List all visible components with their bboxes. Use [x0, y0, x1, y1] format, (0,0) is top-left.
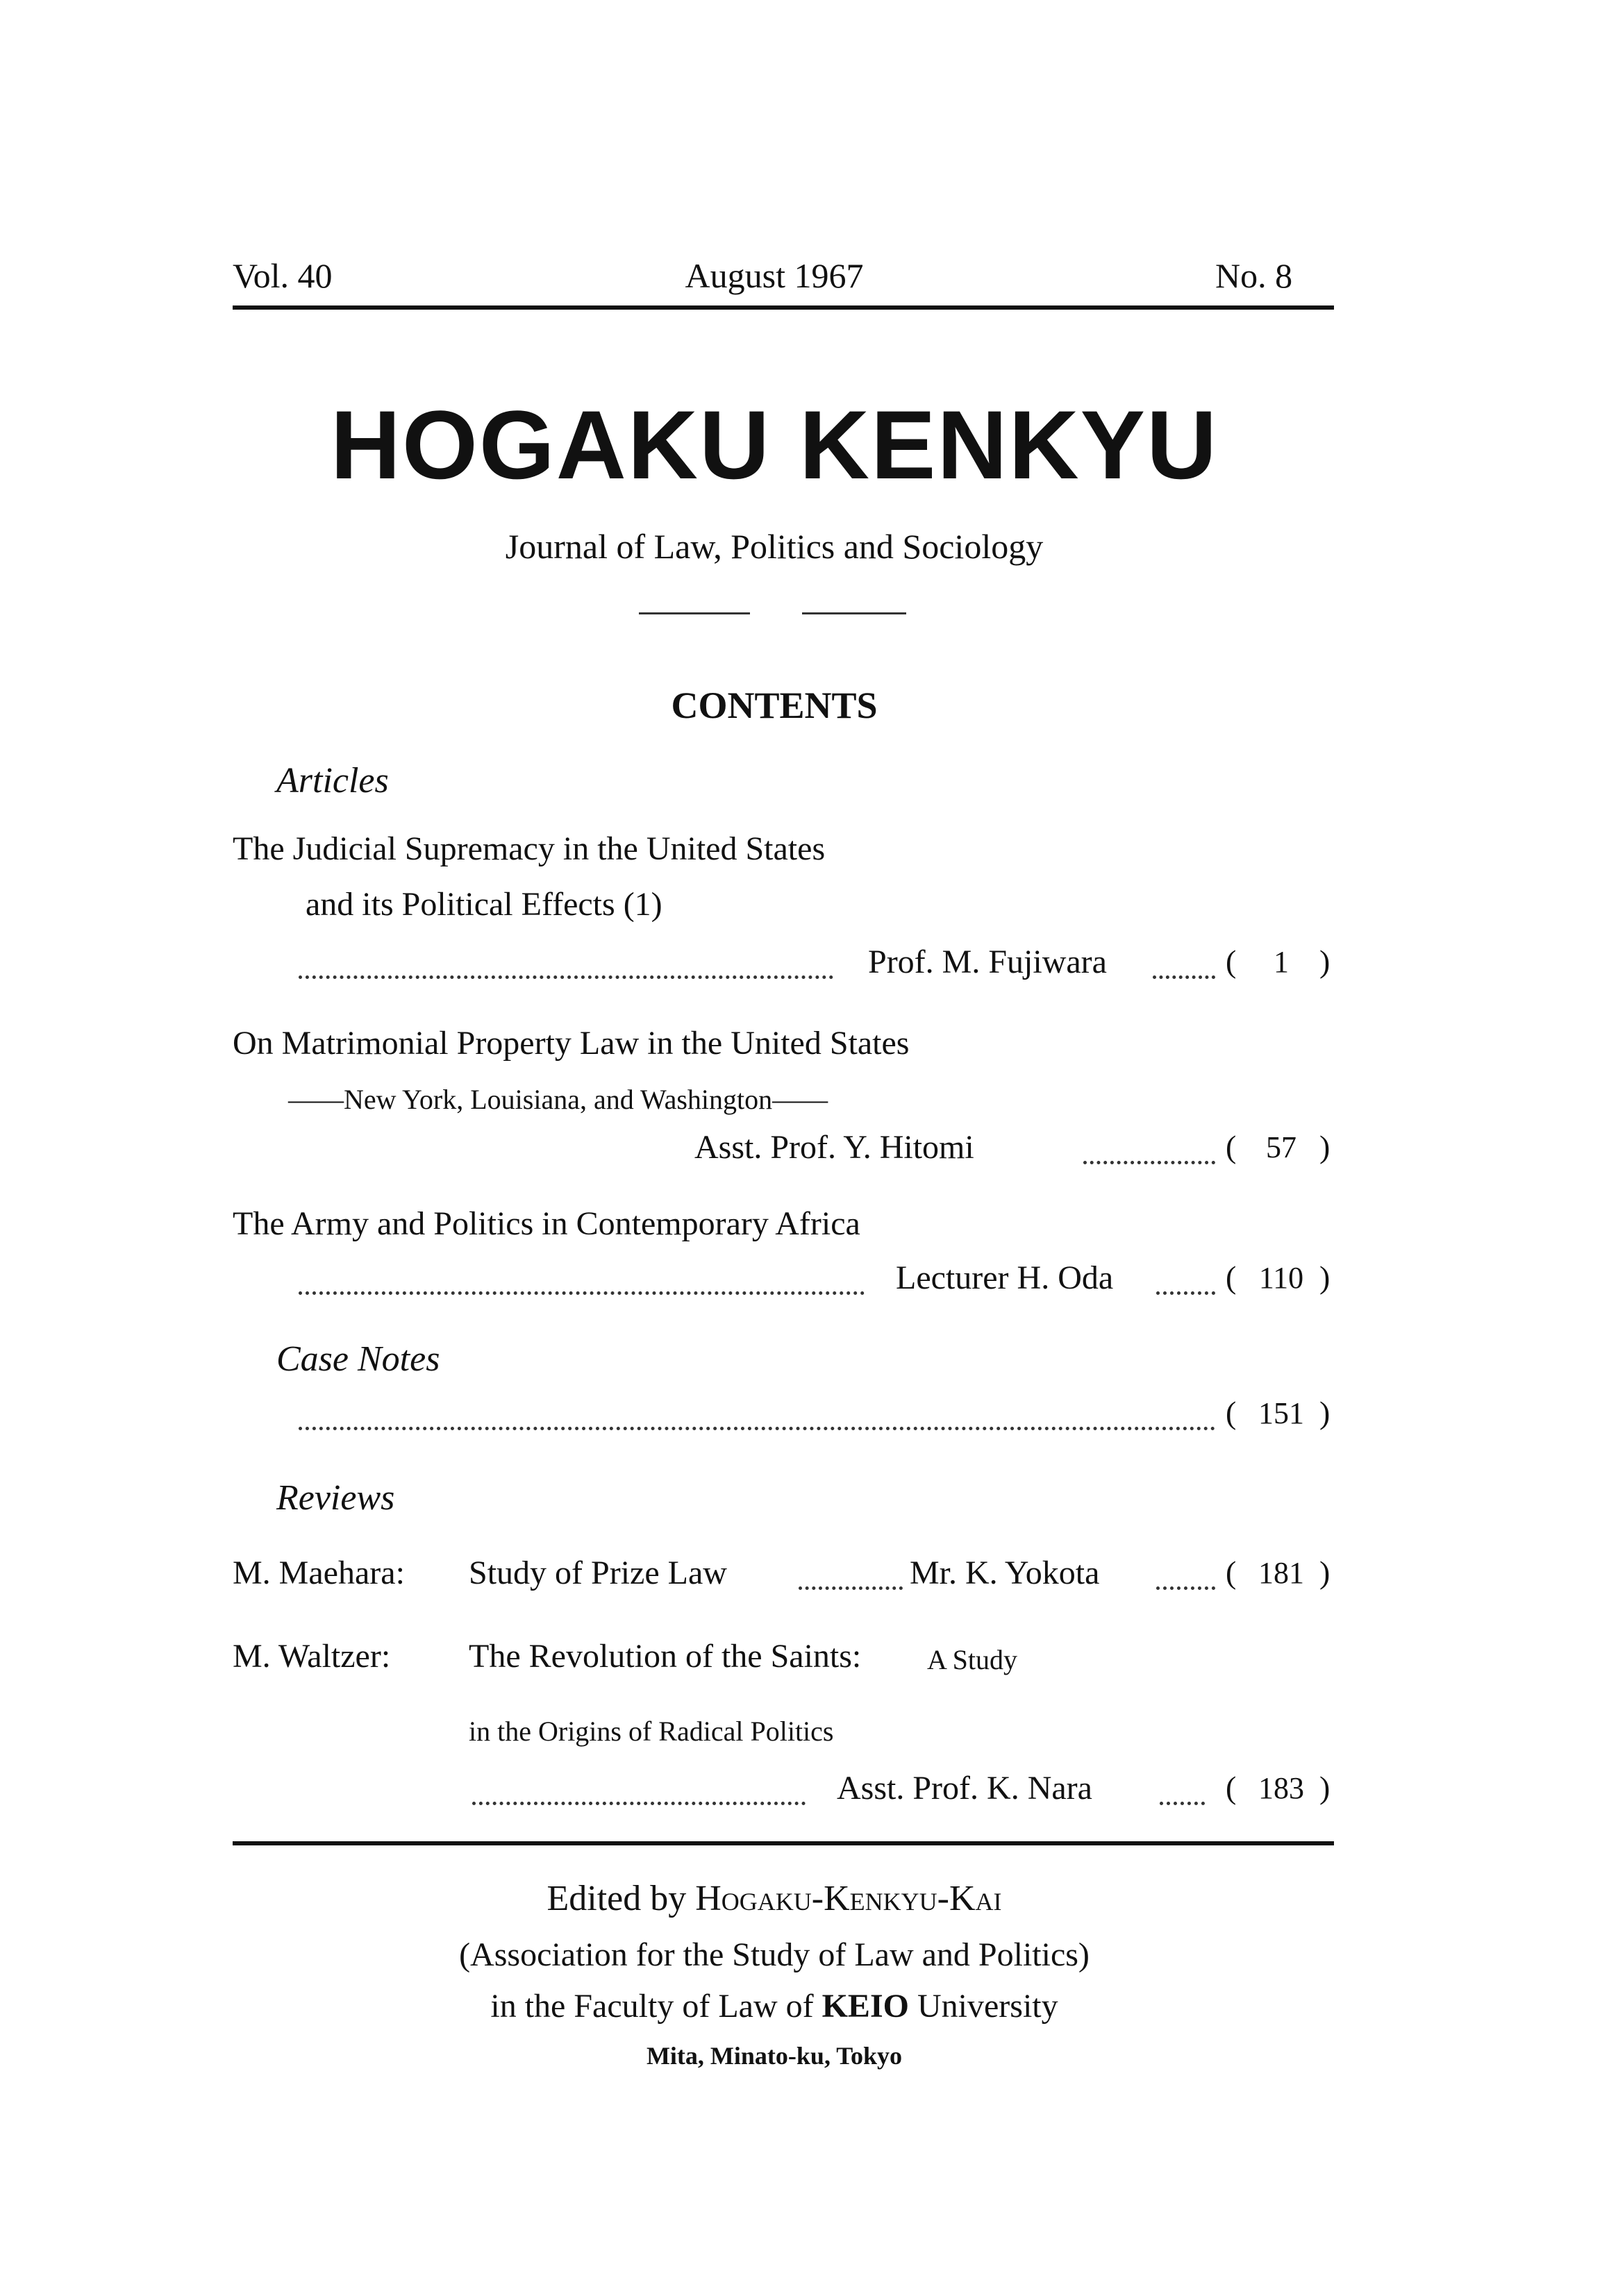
footer-org-name: Hogaku-Kenkyu-Kai — [695, 1879, 1002, 1918]
volume-label: Vol. 40 — [233, 256, 333, 295]
page-paren-open: ( — [1226, 1770, 1237, 1805]
journal-subtitle: Journal of Law, Politics and Sociology — [505, 527, 1044, 566]
review-1-reviewer: Mr. K. Yokota — [910, 1555, 1100, 1591]
review-2-page: 183 — [1258, 1771, 1304, 1805]
page-paren-open: ( — [1226, 1395, 1237, 1430]
footer-edited-by-line — [0, 1878, 1549, 1919]
footer-rule — [233, 1841, 1334, 1845]
leader-dots — [299, 975, 833, 979]
leader-dots — [799, 1586, 903, 1590]
case-notes-page: 151 — [1258, 1396, 1304, 1430]
leader-dots — [299, 1427, 1215, 1430]
page-paren-close: ) — [1319, 1555, 1331, 1590]
page-paren-open: ( — [1226, 944, 1237, 979]
page-paren-open: ( — [1226, 1129, 1237, 1164]
leader-dots — [1156, 1291, 1215, 1295]
issue-date: August 1967 — [685, 256, 864, 295]
page-paren-close: ) — [1319, 1395, 1331, 1430]
page-paren-close: ) — [1319, 1770, 1331, 1805]
article-2-subtitle: ――New York, Louisiana, and Washington―― — [288, 1084, 828, 1115]
article-2-page: 57 — [1266, 1130, 1296, 1164]
footer-faculty-line — [0, 1987, 1549, 2025]
page-paren-open: ( — [1226, 1555, 1237, 1590]
footer-association: (Association for the Study of Law and Politics) — [459, 1936, 1090, 1973]
review-2-reviewer: Asst. Prof. K. Nara — [837, 1770, 1092, 1807]
article-1-author: Prof. M. Fujiwara — [868, 944, 1107, 980]
review-2-book-title-line2: in the Origins of Radical Politics — [469, 1716, 834, 1747]
leader-dots — [1083, 1161, 1215, 1164]
article-3-title: The Army and Politics in Contemporary Africa — [233, 1205, 860, 1242]
article-1-title-line1: The Judicial Supremacy in the United States — [233, 830, 826, 867]
review-2-book-title-small: A Study — [927, 1644, 1018, 1675]
section-reviews: Reviews — [276, 1478, 395, 1518]
article-3-author: Lecturer H. Oda — [896, 1259, 1114, 1296]
article-2-title-line1: On Matrimonial Property Law in the United States — [233, 1025, 910, 1062]
leader-dots — [472, 1802, 806, 1805]
review-2-book-title-line1: The Revolution of the Saints: — [469, 1638, 862, 1675]
review-1-reviewed-author: M. Maehara: — [233, 1555, 405, 1591]
article-3-page: 110 — [1258, 1261, 1304, 1295]
ornament-rule-left — [639, 612, 750, 614]
section-case-notes: Case Notes — [276, 1339, 440, 1379]
article-2-author: Asst. Prof. Y. Hitomi — [694, 1129, 974, 1166]
footer-address: Mita, Minato-ku, Tokyo — [646, 2042, 903, 2070]
ornament-rule-right — [802, 612, 906, 614]
page-paren-close: ) — [1319, 1129, 1331, 1164]
footer-edited-by: Edited by — [547, 1879, 687, 1918]
journal-title: HOGAKU KENKYU — [330, 390, 1219, 499]
page-paren-close: ) — [1319, 944, 1331, 979]
section-articles: Articles — [276, 761, 389, 801]
footer-keio: KEIO — [821, 1988, 909, 2025]
leader-dots — [1153, 975, 1215, 979]
leader-dots — [299, 1291, 865, 1295]
review-2-reviewed-author: M. Waltzer: — [233, 1638, 391, 1675]
article-1-title-line2: and its Political Effects (1) — [306, 886, 662, 923]
contents-heading: CONTENTS — [671, 685, 878, 726]
page-paren-open: ( — [1226, 1259, 1237, 1295]
page-paren-close: ) — [1319, 1259, 1331, 1295]
leader-dots — [1160, 1802, 1205, 1805]
review-1-page: 181 — [1258, 1556, 1304, 1590]
article-1-page: 1 — [1274, 945, 1289, 979]
issue-number: No. 8 — [1215, 256, 1293, 295]
header-rule — [233, 305, 1334, 310]
review-1-book-title: Study of Prize Law — [469, 1555, 727, 1591]
footer-faculty-post: University — [917, 1988, 1058, 2025]
footer-faculty-pre: in the Faculty of Law of — [490, 1988, 814, 2025]
leader-dots — [1156, 1586, 1215, 1590]
